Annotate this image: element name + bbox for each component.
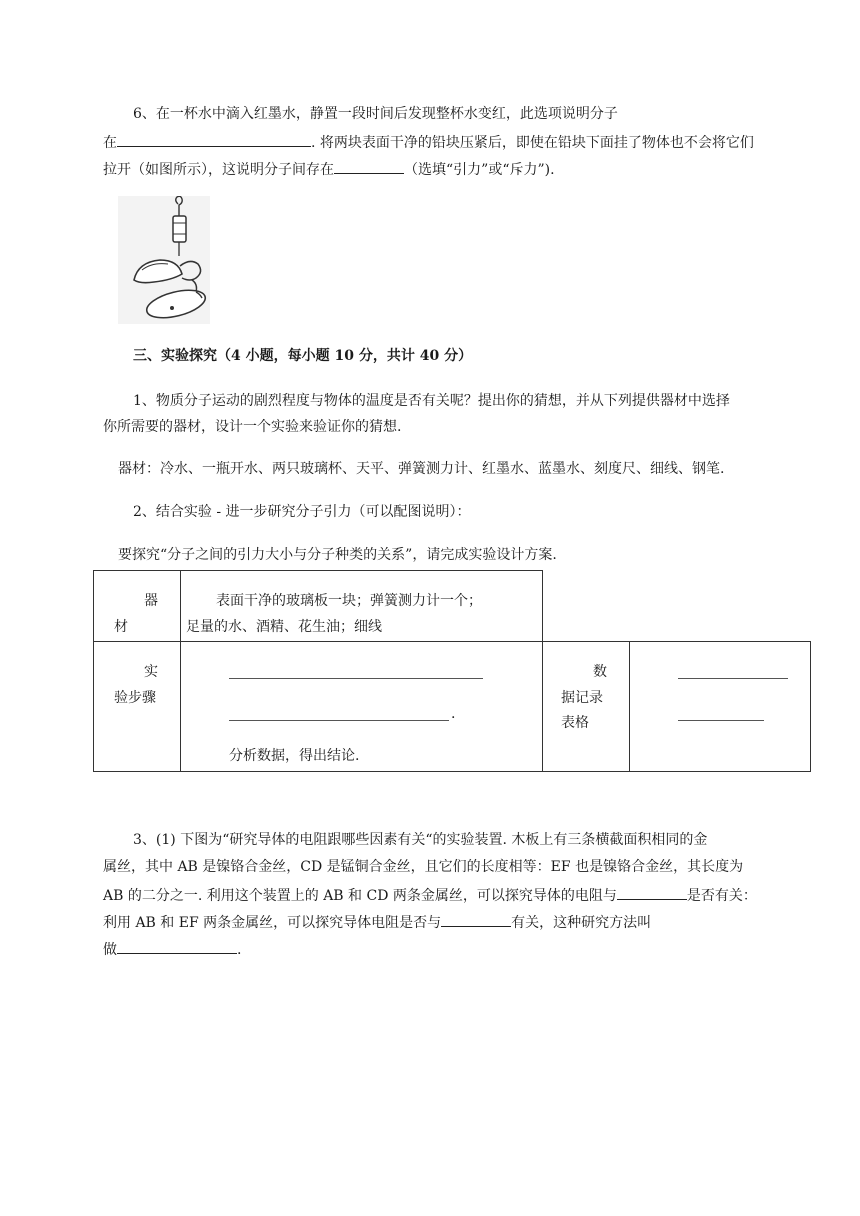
materials-label-1: 器 (144, 593, 158, 609)
steps-content-cell (181, 642, 543, 772)
q3-blank-2[interactable] (441, 911, 511, 927)
q6-line2-prefix: 在 (103, 135, 117, 151)
q3-line5-suffix: . (237, 942, 242, 958)
q3-line2: 属丝，其中 AB 是镍铬合金丝，CD 是锰铜合金丝，且它们的长度相等：EF 也是镍铬合金丝，其长度为 (103, 859, 744, 875)
materials-content-cell (181, 571, 543, 642)
q3-line5 (103, 938, 241, 960)
steps-blank-1[interactable] (229, 678, 483, 679)
record-blank-1[interactable] (678, 678, 788, 679)
steps-label-2: 验步骤 (114, 690, 156, 706)
q6-line2 (103, 131, 754, 153)
materials-text-1: 表面干净的玻璃板一块；弹簧测力计一个； (216, 593, 482, 609)
lead-blocks-figure (118, 196, 210, 324)
steps-conclusion: 分析数据，得出结论. (229, 748, 360, 764)
record-label-3: 表格 (561, 715, 589, 731)
p1-materials: 器材：冷水、一瓶开水、两只玻璃杯、天平、弹簧测力计、红墨水、蓝墨水、刻度尺、细线、钢笔. (118, 461, 725, 477)
p1-line1: 1、物质分子运动的剧烈程度与物体的温度是否有关呢？提出你的猜想，并从下列提供器材中选择 (133, 393, 730, 409)
q6-line3-suffix: （选填“引力”或“斥力”). (404, 162, 555, 178)
q6-blank-1[interactable] (117, 131, 311, 147)
p1-line2: 你所需要的器材，设计一个实验来验证你的猜想. (103, 419, 402, 435)
q6-blank-2[interactable] (334, 158, 404, 174)
record-blank-2[interactable] (678, 720, 764, 721)
q6-line1: 6、在一杯水中滴入红墨水，静置一段时间后发现整杯水变红，此选项说明分子 (133, 106, 618, 122)
q3-line5-prefix: 做 (103, 942, 117, 958)
section3-heading: 三、实验探究（4 小题，每小题 10 分，共计 40 分） (133, 348, 473, 364)
steps-label-1: 实 (144, 664, 158, 680)
materials-label-2: 材 (114, 619, 128, 635)
q3-blank-3[interactable] (117, 938, 237, 954)
q6-line2-suffix: . 将两块表面干净的铅块压紧后，即使在铅块下面挂了物体也不会将它们 (311, 135, 754, 151)
record-content-cell (630, 642, 811, 772)
q3-line3-prefix: AB 的二分之一. 利用这个装置上的 AB 和 CD 两条金属丝，可以探究导体的电阻与 (103, 888, 617, 904)
steps-end-period: . (451, 706, 456, 722)
q3-line4-suffix: 有关，这种研究方法叫 (511, 915, 652, 931)
experiment-design-table (93, 570, 811, 772)
q6-line3 (103, 158, 555, 180)
materials-label-cell (94, 571, 181, 642)
q3-line4-prefix: 利用 AB 和 EF 两条金属丝，可以探究导体电阻是否与 (103, 915, 442, 931)
p2-line2: 要探究“分子之间的引力大小与分子种类的关系”，请完成实验设计方案. (118, 547, 557, 563)
materials-text-2: 足量的水、酒精、花生油；细线 (186, 619, 382, 635)
record-label-1: 数 (593, 664, 607, 680)
q3-line1: 3、(1) 下图为“研究导体的电阻跟哪些因素有关“的实验装置. 木板上有三条横截面积相同的金 (133, 832, 708, 848)
q3-blank-1[interactable] (617, 884, 687, 900)
record-label-2: 据记录 (561, 690, 603, 706)
table-row-steps (94, 642, 811, 772)
record-label-cell (543, 642, 630, 772)
steps-blank-2[interactable] (229, 720, 449, 721)
table-row-materials (94, 571, 811, 642)
q3-line4 (103, 911, 651, 933)
q3-line3 (103, 884, 757, 906)
q6-line3-prefix: 拉开（如图所示），这说明分子间存在 (103, 162, 334, 178)
p2-line1: 2、结合实验 - 进一步研究分子引力（可以配图说明）： (133, 504, 471, 520)
steps-label-cell (94, 642, 181, 772)
q3-line3-suffix: 是否有关： (686, 888, 757, 904)
